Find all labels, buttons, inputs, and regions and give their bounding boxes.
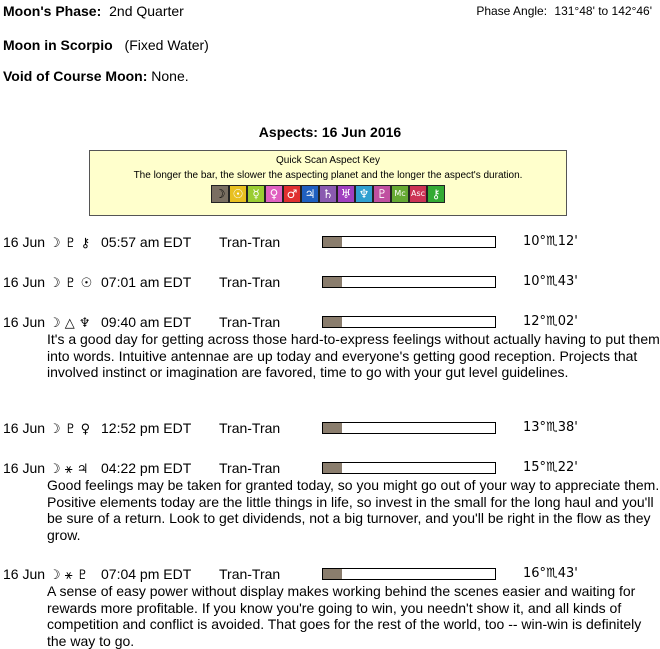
aspect-row <box>3 234 578 252</box>
midheaven-icon: Mc <box>391 185 409 203</box>
aspect-glyphs: ☽ △ ♆ <box>49 316 91 331</box>
aspect-type: Tran-Tran <box>219 274 281 290</box>
duration-bar <box>322 462 496 474</box>
aspect-glyphs: ☽ ♇ ☉ <box>49 276 93 291</box>
aspect-key-box <box>89 150 567 216</box>
phase-angle-label: Phase Angle: <box>476 4 548 18</box>
moon-icon: ☽ <box>211 185 229 203</box>
aspect-row <box>3 274 578 292</box>
aspect-degree: 12°♏02' <box>523 314 578 329</box>
venus-icon: ♀ <box>265 185 283 203</box>
moon-sign-label: Moon in Scorpio <box>3 37 113 53</box>
aspect-glyphs: ☽ ♇ ⚷ <box>49 236 91 251</box>
aspect-date: 16 Jun <box>3 420 46 436</box>
aspect-date: 16 Jun <box>3 274 46 290</box>
duration-bar <box>322 422 496 434</box>
aspect-key-title: Quick Scan Aspect Key <box>276 155 380 166</box>
saturn-icon: ♄ <box>319 185 337 203</box>
moon-phase <box>3 3 184 19</box>
aspect-date: 16 Jun <box>3 234 46 250</box>
duration-bar-fill <box>323 569 342 579</box>
aspect-interpretation: A sense of easy power without display makes working behind the scenes easier and waiting for rewards more profitable. If you know you're going to win, you needn't show it, and all kinds of competition and conflict is avoided. That goes for the rest of the world, too -- win-win is definitely the way to go. <box>47 583 642 649</box>
duration-bar-fill <box>323 463 342 473</box>
aspect-interpretation: It's a good day for getting across those hard-to-express feelings without actually having to put them into words. Intuitive antennae are up today and everyone's getting good reception. Projects that involved instinct or imagination are favored, time to go with your gut level guidelines. <box>47 331 660 380</box>
aspect-row <box>3 566 578 584</box>
moon-phase-value: 2nd Quarter <box>109 3 184 19</box>
aspect-time: 12:52 pm EDT <box>101 420 192 436</box>
aspect-date: 16 Jun <box>3 566 46 582</box>
aspect-row <box>3 420 578 438</box>
mars-icon: ♂ <box>283 185 301 203</box>
aspect-time: 05:57 am EDT <box>101 234 192 250</box>
aspect-time: 07:04 pm EDT <box>101 566 192 582</box>
aspect-degree: 10°♏12' <box>523 234 578 249</box>
phase-angle-value: 131°48' to 142°46' <box>554 4 652 18</box>
phase-angle <box>476 4 652 18</box>
sun-icon: ☉ <box>229 185 247 203</box>
aspect-key-chips <box>90 185 566 203</box>
aspect-interpretation: Good feelings may be taken for granted today, so you might go out of your way to appreciate them. Positive elements today are the little things in life, so invest in the small for the long haul and you'll be sure of a return. Look to get dividends, not a big turnover, and you'll be right in the flow as they grow. <box>47 477 660 543</box>
aspect-time: 09:40 am EDT <box>101 314 192 330</box>
duration-bar <box>322 236 496 248</box>
mercury-icon: ☿ <box>247 185 265 203</box>
aspect-degree: 15°♏22' <box>523 460 578 475</box>
pluto-icon: ♇ <box>373 185 391 203</box>
aspect-type: Tran-Tran <box>219 460 281 476</box>
duration-bar <box>322 568 496 580</box>
moon-sign-value: (Fixed Water) <box>124 37 209 53</box>
aspect-time: 04:22 pm EDT <box>101 460 192 476</box>
duration-bar-fill <box>323 423 342 433</box>
jupiter-icon: ♃ <box>301 185 319 203</box>
aspect-key-description: The longer the bar, the slower the aspecting planet and the longer the aspect's duration. <box>133 170 523 181</box>
duration-bar-fill <box>323 317 342 327</box>
uranus-icon: ♅ <box>337 185 355 203</box>
aspect-glyphs: ☽ ⚹ ♃ <box>49 462 89 477</box>
aspect-degree: 16°♏43' <box>523 566 578 581</box>
aspect-row <box>3 314 578 332</box>
chiron-icon: ⚷ <box>427 185 445 203</box>
aspect-type: Tran-Tran <box>219 314 281 330</box>
aspect-type: Tran-Tran <box>219 420 281 436</box>
duration-bar <box>322 316 496 328</box>
aspect-date: 16 Jun <box>3 314 46 330</box>
ascendant-icon: Asc <box>409 185 427 203</box>
aspects-title: Aspects: 16 Jun 2016 <box>258 124 402 140</box>
aspect-time: 07:01 am EDT <box>101 274 192 290</box>
moon-sign <box>3 37 209 53</box>
aspect-glyphs: ☽ ⚹ ♇ <box>49 568 89 583</box>
neptune-icon: ♆ <box>355 185 373 203</box>
aspect-degree: 13°♏38' <box>523 420 578 435</box>
aspect-row <box>3 460 578 478</box>
duration-bar-fill <box>323 237 342 247</box>
duration-bar <box>322 276 496 288</box>
aspect-glyphs: ☽ ♇ ♀ <box>49 422 91 437</box>
void-of-course-value: None. <box>151 68 189 84</box>
void-of-course-label: Void of Course Moon: <box>3 68 148 84</box>
void-of-course <box>3 68 189 84</box>
moon-phase-label: Moon's Phase: <box>3 3 102 19</box>
aspect-date: 16 Jun <box>3 460 46 476</box>
aspect-degree: 10°♏43' <box>523 274 578 289</box>
duration-bar-fill <box>323 277 342 287</box>
aspect-type: Tran-Tran <box>219 566 281 582</box>
aspect-type: Tran-Tran <box>219 234 281 250</box>
